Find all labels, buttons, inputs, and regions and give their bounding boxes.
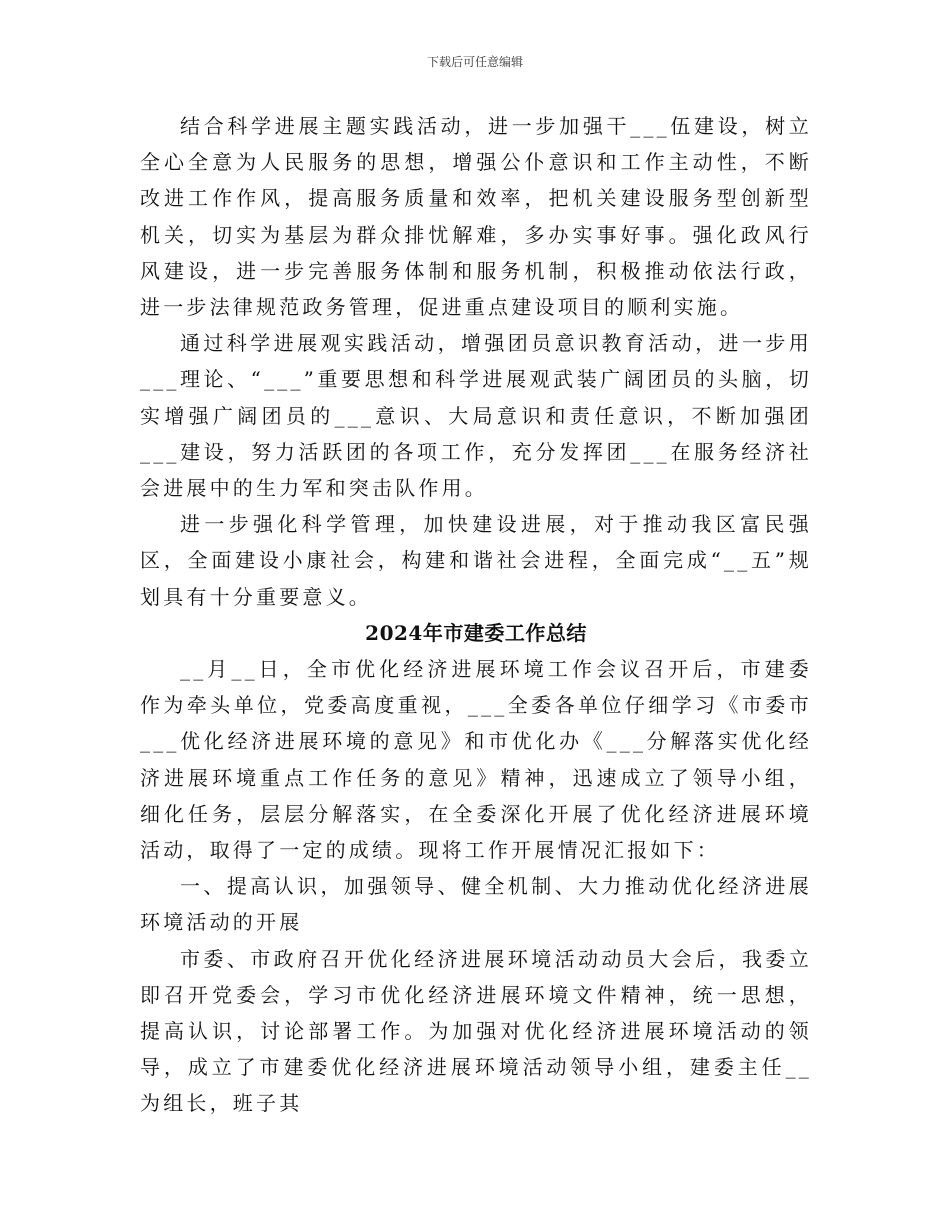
page-header-note: 下载后可任意编辑 <box>426 55 523 69</box>
paragraph-scientific-management: 进一步强化科学管理，加快建设进展，对于推动我区富民强区，全面建设小康社会，构建和谐社会进程，全面完成“__五”规划具有十分重要意义。 <box>140 512 812 609</box>
paragraph-team-building: 结合科学进展主题实践活动，进一步加强干___伍建设，树立全心全意为人民服务的思想，增强公仆意识和工作主动性，不断改进工作作风，提高服务质量和效率，把机关建设服务型创新型机关，切实为基层为群众排忧解难，多办实事好事。强化政风行风建设，进一步完善服务体制和服务机制，积极推动依法行政，进一步法律规范政务管理，促进重点建设项目的顺利实施。 <box>140 114 812 320</box>
paragraph-youth-league: 通过科学进展观实践活动，增强团员意识教育活动，进一步用___理论、“___”重要思想和科学进展观武装广阔团员的头脑，切实增强广阔团员的___意识、大局意识和责任意识，不断加强团___建设，努力活跃团的各项工作，充分发挥团___在服务经济社会进展中的生力军和突击队作用。 <box>140 331 812 501</box>
document-body <box>140 108 812 1122</box>
document-title: 2024年市建委工作总结 <box>365 620 587 645</box>
section-heading-one: 一、提高认识，加强领导、健全机制、大力推动优化经济进展环境活动的开展 <box>140 874 812 935</box>
paragraph-meeting-summary: __月__日，全市优化经济进展环境工作会议召开后，市建委作为牵头单位，党委高度重视，___全委各单位仔细学习《市委市___优化经济进展环境的意见》和市优化办《___分解落实优化经济进展环境重点工作任务的意见》精神，迅速成立了领导小组，细化任务，层层分解落实，在全委深化开展了优化经济进展环境活动，取得了一定的成绩。现将工作开展情况汇报如下： <box>140 657 812 863</box>
paragraph-leadership-group: 市委、市政府召开优化经济进展环境活动动员大会后，我委立即召开党委会，学习市优化经济进展环境文件精神，统一思想，提高认识，讨论部署工作。为加强对优化经济进展环境活动的领导，成立了市建委优化经济进展环境活动领导小组，建委主任__为组长，班子其 <box>140 946 812 1116</box>
